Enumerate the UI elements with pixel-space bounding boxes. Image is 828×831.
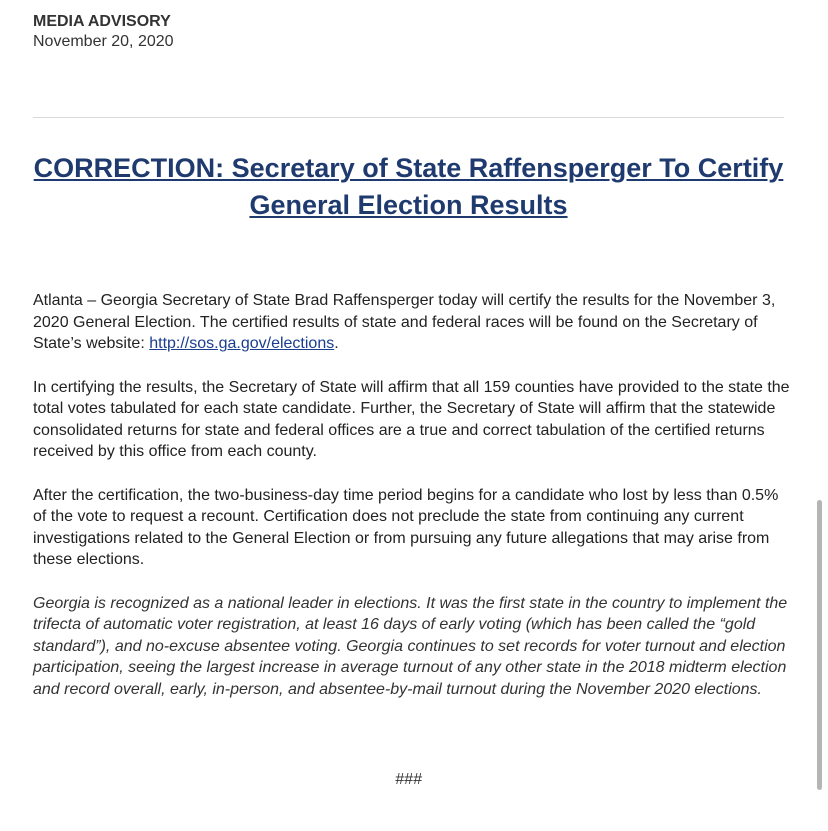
paragraph-certification: In certifying the results, the Secretary of State will affirm that all 159 counties have provided to the state the total votes tabulated for each state candidate. Further, the Secretary of State will affirm that the statewide consolidated returns for state and federal offices are a true and correct tabulation of the certified returns received by this office from each county. — [33, 378, 790, 460]
press-release-body — [33, 290, 793, 722]
paragraph-intro — [33, 290, 793, 355]
paragraph-intro-text: Atlanta – Georgia Secretary of State Brad Raffensperger today will certify the results for the November 3, 2020 General Election. The certified results of state and federal races will be found on the Secretary of State’s website: — [33, 292, 776, 352]
advisory-header — [33, 12, 174, 53]
advisory-date: November 20, 2020 — [33, 33, 174, 50]
scrollbar-thumb[interactable] — [817, 500, 822, 790]
press-release-title: CORRECTION: Secretary of State Raffensperger To Certify General Election Results — [33, 153, 784, 220]
paragraph-intro-end: . — [334, 335, 339, 352]
elections-website-link[interactable]: http://sos.ga.gov/elections — [149, 335, 335, 352]
header-divider — [33, 117, 784, 118]
paragraph-recount: After the certification, the two-business-day time period begins for a candidate who lost by less than 0.5% of the vote to request a recount. Certification does not preclude the state from continuing any current investigations related to the General Election or from pursuing any future allegations that may arise from these elections. — [33, 486, 779, 568]
advisory-label: MEDIA ADVISORY — [33, 13, 171, 30]
paragraph-georgia-leadership: Georgia is recognized as a national leader in elections. It was the first state in the country to implement the trifecta of automatic voter registration, at least 16 days of early voting (which has been called the “gold standard”), and no-excuse absentee voting. Georgia continues to set records for voter turnout and election participation, seeing the largest increase in average turnout of any other state in the 2018 midterm election and record overall, early, in-person, and absentee-by-mail turnout during the November 2020 elections. — [33, 594, 788, 698]
end-mark: ### — [395, 771, 422, 788]
